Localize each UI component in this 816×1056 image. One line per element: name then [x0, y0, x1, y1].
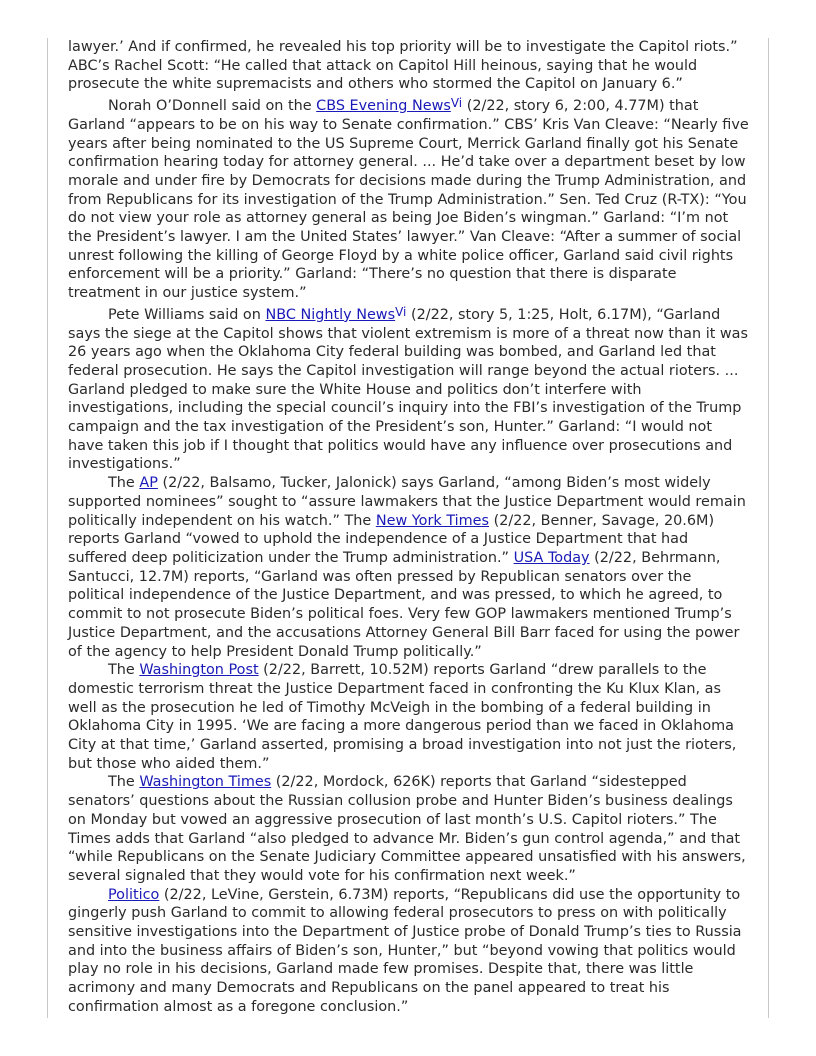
- video-indicator-icon[interactable]: Vi: [395, 304, 407, 319]
- paragraph-nbc: Pete Williams said on NBC Nightly News$^{Vi}$ (2/22, story 5, 1:25, Holt, 6.17M), “Garland says the siege at the Capitol shows that violent extremism is more of a threat now than it was 26 years ago when the Oklahoma City federal building was bombed, and Garland led that federal prosecution. He says the Capitol investigation will range beyond the actual rioters. ... Garland pledged to make sure the White House and politics don’t interfere with investigations, including the special council’s inquiry into the FBI’s investigation of the Trump campaign and the tax investigation of the President’s son, Hunter.” Garland: “I would not have taken this job if I thought that politics would have any influence over prosecutions and investigations.”: [68, 304, 748, 473]
- link-usa-today[interactable]: USA Today: [513, 549, 590, 566]
- paragraph-cbs: Norah O’Donnell said on the CBS Evening News$^{Vi}$ (2/22, story 6, 2:00, 4.77M) that Garland “appears to be on his way to Senate confirmation.” CBS’ Kris Van Cleave: “Nearly five years after being nominated to the US Supreme Court, Merrick Garland finally got his Senate confirmation hearing today for attorney general. ... He’d take over a department beset by low morale and under fire by Democrats for decisions made during the Trump Administration, and from Republicans for its investigation of the Trump Administration.” Sen. Ted Cruz (R-TX): “You do not view your role as attorney general as being Joe Biden’s wingman.” Garland: “I’m not the President’s lawyer. I am the United States’ lawyer.” Van Cleave: “After a summer of social unrest following the killing of George Floyd by a white police officer, Garland said civil rights enforcement will be a priority.” Garland: “There’s no question that there is disparate treatment in our justice system.”: [68, 96, 749, 302]
- link-cbs-evening-news[interactable]: CBS Evening News: [316, 98, 451, 115]
- link-nbc-nightly-news[interactable]: NBC Nightly News: [265, 306, 396, 323]
- link-politico[interactable]: Politico: [108, 886, 160, 903]
- link-ap[interactable]: AP: [139, 475, 158, 492]
- left-margin-rule: [47, 38, 48, 1018]
- link-new-york-times[interactable]: New York Times: [375, 512, 490, 529]
- paragraph-ap-nyt-usatoday: The AP (2/22, Balsamo, Tucker, Jalonick) says Garland, “among Biden’s most widely supported nominees” sought to “assure lawmakers that the Justice Department would remain politically independent on his watch.” The New York Times (2/22, Benner, Savage, 20.6M) reports Garland “vowed to uphold the independence of a Justice Department that had suffered deep politicization under the Trump administration.” USA Today (2/22, Behrmann, Santucci, 12.7M) reports, “Garland was often pressed by Republican senators over the political independence of the Justice Department, and was pressed, to which he agreed, to commit to not prosecute Biden’s political foes. Very few GOP lawmakers mentioned Trump’s Justice Department, and the accusations Attorney General Bill Barr faced for using the power of the agency to help President Donald Trump politically.”: [68, 475, 746, 660]
- paragraph-abc-continuation: lawyer.’ And if confirmed, he revealed his top priority will be to investigate the Capitol riots.” ABC’s Rachel Scott: “He called that attack on Capitol Hill heinous, saying that he would prosecute the white supremacists and others who stormed the Capitol on January 6.”: [68, 39, 738, 93]
- paragraph-politico: Politico (2/22, LeVine, Gerstein, 6.73M) reports, “Republicans did use the opportunity to gingerly push Garland to commit to allowing federal prosecutors to press on with politically sensitive investigations into the Department of Justice probe of Donald Trump’s ties to Russia and into the business affairs of Biden’s son, Hunter,” but “beyond vowing that politics would play no role in his decisions, Garland made few promises. Despite that, there was little acrimony and many Democrats and Republicans on the panel appeared to treat his confirmation almost as a foregone conclusion.”: [68, 886, 742, 1015]
- right-margin-rule: [768, 38, 769, 1018]
- paragraph-washington-post: The Washington Post (2/22, Barrett, 10.52M) reports Garland “drew parallels to the domestic terrorism threat the Justice Department faced in confronting the Ku Klux Klan, as well as the prosecution he led of Timothy McVeigh in the bombing of a federal building in Oklahoma City in 1995. ‘We are facing a more dangerous period than we faced in Oklahoma City at that time,’ Garland asserted, promising a broad investigation into not just the rioters, but those who aided them.”: [68, 662, 737, 772]
- video-indicator-icon[interactable]: Vi: [450, 96, 463, 111]
- article-body: [68, 38, 750, 1017]
- paragraph-washington-times: The Washington Times (2/22, Mordock, 626K) reports that Garland “sidestepped senators’ questions about the Russian collusion probe and Hunter Biden’s business dealings on Monday but vowed an aggressive prosecution of last month’s U.S. Capitol rioters.” The Times adds that Garland “also pledged to advance Mr. Biden’s gun control agenda,” and that “while Republicans on the Senate Judiciary Committee appeared unsatisfied with his answers, several signaled that they would vote for his confirmation next week.”: [68, 774, 746, 884]
- link-washington-post[interactable]: Washington Post: [139, 662, 259, 679]
- link-washington-times[interactable]: Washington Times: [139, 774, 272, 791]
